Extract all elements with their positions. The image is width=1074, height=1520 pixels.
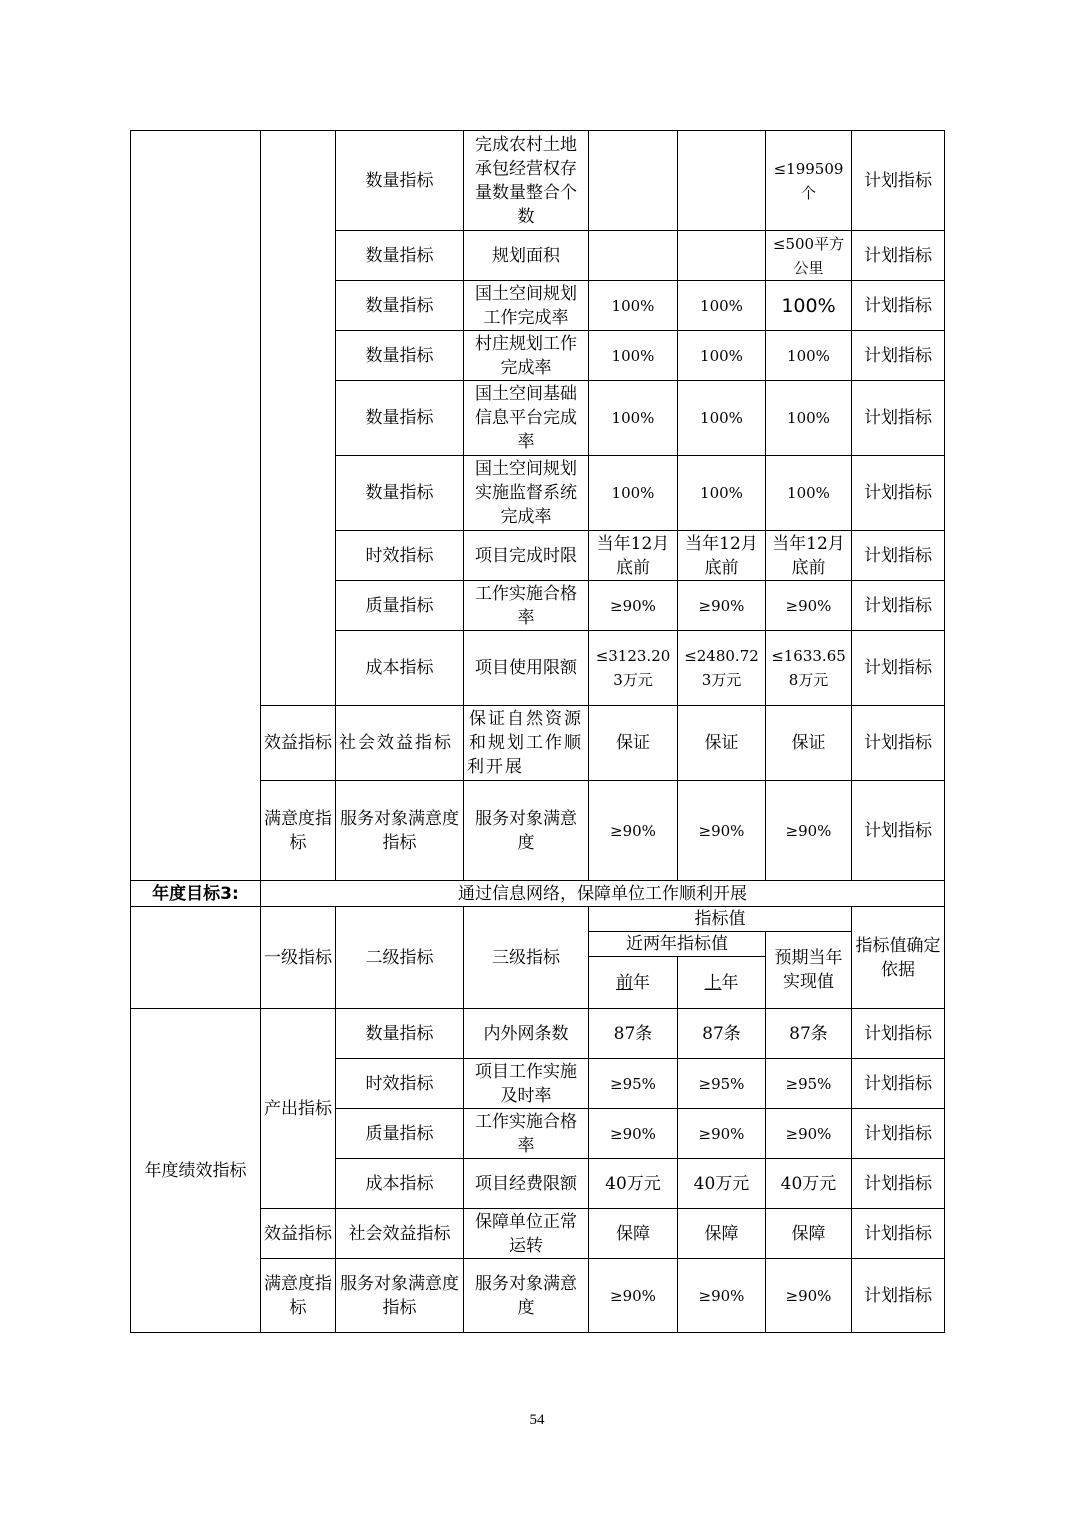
table-row: [131, 131, 945, 231]
basis-cell: 计划指标: [852, 381, 945, 456]
basis-cell: 计划指标: [852, 331, 945, 381]
prev-year-value: 87条: [589, 1009, 678, 1059]
prev-year-value: 100%: [589, 381, 678, 456]
last-year-value: 当年12月底前: [678, 531, 766, 581]
goal-text: 通过信息网络，保障单位工作顺利开展: [261, 881, 945, 907]
header-indicator-value: 指标值: [589, 907, 852, 932]
level3-cell: 项目完成时限: [464, 531, 589, 581]
level2-cell: 服务对象满意度指标: [336, 781, 464, 881]
header-basis: 指标值确定依据: [852, 907, 945, 1009]
expected-value: ≥90%: [766, 1109, 852, 1159]
last-year-value: [678, 231, 766, 281]
prev-year-value: 100%: [589, 456, 678, 531]
basis-cell: 计划指标: [852, 706, 945, 781]
expected-value: 100%: [766, 381, 852, 456]
table-row: [131, 1009, 945, 1059]
expected-value: 87条: [766, 1009, 852, 1059]
expected-value: 40万元: [766, 1159, 852, 1209]
prev-year-value: 当年12月底前: [589, 531, 678, 581]
group-cell-empty: [131, 131, 261, 881]
prev-year-value: 40万元: [589, 1159, 678, 1209]
last-year-value: 保障: [678, 1209, 766, 1259]
basis-cell: 计划指标: [852, 231, 945, 281]
level2-cell: 数量指标: [336, 281, 464, 331]
level3-cell: 保证自然资源和规划工作顺利开展: [464, 706, 589, 781]
last-year-value: 100%: [678, 456, 766, 531]
expected-value: ≤1633.658万元: [766, 631, 852, 706]
last-year-value: 保证: [678, 706, 766, 781]
prev-year-value: ≤3123.203万元: [589, 631, 678, 706]
basis-cell: 计划指标: [852, 1209, 945, 1259]
header-last-year: 上年: [678, 957, 766, 1009]
level3-cell: 保障单位正常运转: [464, 1209, 589, 1259]
level3-cell: 国土空间规划工作完成率: [464, 281, 589, 331]
level3-cell: 项目使用限额: [464, 631, 589, 706]
last-year-value: [678, 131, 766, 231]
last-year-value: 87条: [678, 1009, 766, 1059]
header-row: [131, 907, 945, 932]
level2-cell: 社会效益指标: [336, 706, 464, 781]
basis-cell: 计划指标: [852, 531, 945, 581]
prev-year-value: 100%: [589, 281, 678, 331]
level2-cell: 成本指标: [336, 631, 464, 706]
header-expected: 预期当年实现值: [766, 932, 852, 1009]
level3-cell: 项目经费限额: [464, 1159, 589, 1209]
basis-cell: 计划指标: [852, 581, 945, 631]
prev-year-value: 保证: [589, 706, 678, 781]
basis-cell: 计划指标: [852, 1159, 945, 1209]
last-year-value: ≥95%: [678, 1059, 766, 1109]
expected-value: 当年12月底前: [766, 531, 852, 581]
level3-cell: 国土空间基础信息平台完成率: [464, 381, 589, 456]
goal-row: [131, 881, 945, 907]
level3-cell: 工作实施合格率: [464, 1109, 589, 1159]
prev-year-value: [589, 231, 678, 281]
basis-cell: 计划指标: [852, 131, 945, 231]
level2-cell: 服务对象满意度指标: [336, 1259, 464, 1333]
expected-value: 100%: [766, 456, 852, 531]
level1-cell: 产出指标: [261, 1009, 336, 1209]
prev-year-value: ≥90%: [589, 1109, 678, 1159]
level3-cell: 规划面积: [464, 231, 589, 281]
performance-indicator-table: [130, 130, 945, 1333]
last-year-value: ≥90%: [678, 581, 766, 631]
level1-cell: 满意度指标: [261, 1259, 336, 1333]
basis-cell: 计划指标: [852, 1259, 945, 1333]
prev-year-value: ≥90%: [589, 781, 678, 881]
expected-value: ≥90%: [766, 781, 852, 881]
level2-cell: 时效指标: [336, 1059, 464, 1109]
header-level2: 二级指标: [336, 907, 464, 1009]
level2-cell: 成本指标: [336, 1159, 464, 1209]
basis-cell: 计划指标: [852, 1059, 945, 1109]
expected-value: 保证: [766, 706, 852, 781]
last-year-value: ≥90%: [678, 1259, 766, 1333]
page-number: 54: [529, 1412, 545, 1428]
last-year-value: ≤2480.723万元: [678, 631, 766, 706]
basis-cell: 计划指标: [852, 781, 945, 881]
header-level3: 三级指标: [464, 907, 589, 1009]
prev-year-value: [589, 131, 678, 231]
prev-year-value: 保障: [589, 1209, 678, 1259]
level2-cell: 质量指标: [336, 581, 464, 631]
basis-cell: 计划指标: [852, 456, 945, 531]
basis-cell: 计划指标: [852, 631, 945, 706]
goal-label: 年度目标3:: [131, 881, 261, 907]
level3-cell: 服务对象满意度: [464, 1259, 589, 1333]
level2-cell: 数量指标: [336, 331, 464, 381]
header-prev-year: 前年: [589, 957, 678, 1009]
basis-cell: 计划指标: [852, 281, 945, 331]
header-recent-two-years: 近两年指标值: [589, 932, 766, 957]
expected-value: 100%: [766, 331, 852, 381]
level3-cell: 内外网条数: [464, 1009, 589, 1059]
level3-cell: 工作实施合格率: [464, 581, 589, 631]
last-year-value: 100%: [678, 381, 766, 456]
last-year-value: 40万元: [678, 1159, 766, 1209]
level3-cell: 国土空间规划实施监督系统完成率: [464, 456, 589, 531]
level2-cell: 数量指标: [336, 1009, 464, 1059]
level3-cell: 村庄规划工作完成率: [464, 331, 589, 381]
level2-cell: 数量指标: [336, 231, 464, 281]
level2-cell: 数量指标: [336, 381, 464, 456]
prev-year-value: ≥95%: [589, 1059, 678, 1109]
level2-cell: 数量指标: [336, 131, 464, 231]
level2-cell: 数量指标: [336, 456, 464, 531]
last-year-value: ≥90%: [678, 781, 766, 881]
level1-cell-empty: [261, 131, 336, 706]
level1-cell: 效益指标: [261, 1209, 336, 1259]
level2-cell: 时效指标: [336, 531, 464, 581]
expected-value: ≤500平方公里: [766, 231, 852, 281]
header-level1: 一级指标: [261, 907, 336, 1009]
prev-year-value: 100%: [589, 331, 678, 381]
level1-cell: 满意度指标: [261, 781, 336, 881]
expected-value: 100%: [766, 281, 852, 331]
header-blank: [131, 907, 261, 1009]
last-year-value: 100%: [678, 281, 766, 331]
expected-value: ≤199509个: [766, 131, 852, 231]
prev-year-value: ≥90%: [589, 1259, 678, 1333]
expected-value: 保障: [766, 1209, 852, 1259]
basis-cell: 计划指标: [852, 1109, 945, 1159]
expected-value: ≥90%: [766, 1259, 852, 1333]
level3-cell: 服务对象满意度: [464, 781, 589, 881]
prev-year-value: ≥90%: [589, 581, 678, 631]
level2-cell: 社会效益指标: [336, 1209, 464, 1259]
expected-value: ≥95%: [766, 1059, 852, 1109]
level2-cell: 质量指标: [336, 1109, 464, 1159]
level3-cell: 项目工作实施及时率: [464, 1059, 589, 1109]
level3-cell: 完成农村土地承包经营权存量数量整合个数: [464, 131, 589, 231]
group-label: 年度绩效指标: [131, 1009, 261, 1333]
last-year-value: 100%: [678, 331, 766, 381]
basis-cell: 计划指标: [852, 1009, 945, 1059]
level1-cell: 效益指标: [261, 706, 336, 781]
expected-value: ≥90%: [766, 581, 852, 631]
last-year-value: ≥90%: [678, 1109, 766, 1159]
